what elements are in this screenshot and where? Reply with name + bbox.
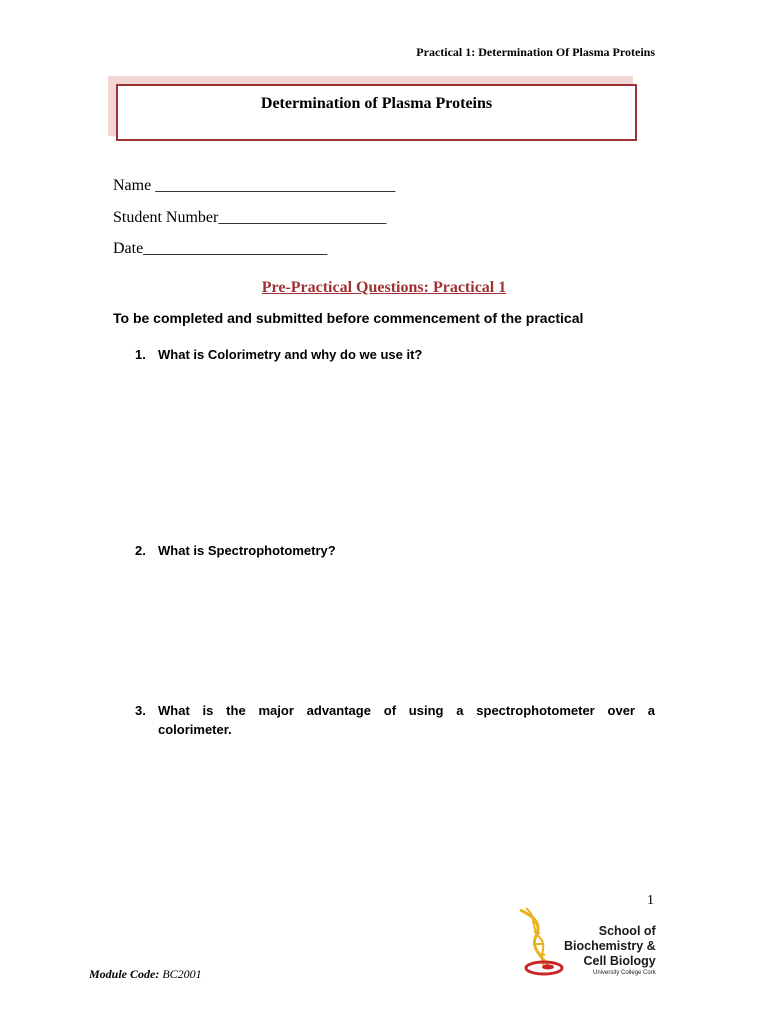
page-number: 1 xyxy=(647,893,654,908)
logo-line: School of xyxy=(598,924,656,938)
logo-line: Biochemistry & xyxy=(564,939,656,953)
question-3 xyxy=(135,701,655,739)
date-field: Date_______________________ xyxy=(113,240,328,257)
question-text: What is Colorimetry and why do we use it? xyxy=(158,347,423,362)
section-heading: Pre-Practical Questions: Practical 1 xyxy=(261,279,507,296)
question-text xyxy=(158,701,655,739)
module-code-label: Module Code: xyxy=(89,967,160,981)
question-1 xyxy=(135,345,655,364)
dna-helix-icon xyxy=(512,906,572,980)
question-text-line: colorimeter. xyxy=(158,722,232,737)
running-header: Practical 1: Determination Of Plasma Proteins xyxy=(416,45,655,59)
module-code xyxy=(89,967,202,982)
question-2 xyxy=(135,541,655,560)
question-text-line: What is the major advantage of using a spectrophotometer over a xyxy=(158,703,655,718)
document-title: Determination of Plasma Proteins xyxy=(260,95,493,112)
logo-line: Cell Biology xyxy=(583,954,656,968)
question-number: 1. xyxy=(135,347,146,362)
instruction-text: To be completed and submitted before commencement of the practical xyxy=(113,310,584,326)
question-text: What is Spectrophotometry? xyxy=(158,543,336,558)
name-field: Name ______________________________ xyxy=(113,177,396,194)
logo-text xyxy=(564,924,656,977)
school-logo xyxy=(512,906,658,980)
question-number: 3. xyxy=(135,703,146,718)
title-box xyxy=(116,84,637,141)
module-code-value: BC2001 xyxy=(162,967,202,981)
logo-subtitle: University College Cork xyxy=(593,970,656,976)
question-number: 2. xyxy=(135,543,146,558)
student-number-field: Student Number_____________________ xyxy=(113,209,387,226)
